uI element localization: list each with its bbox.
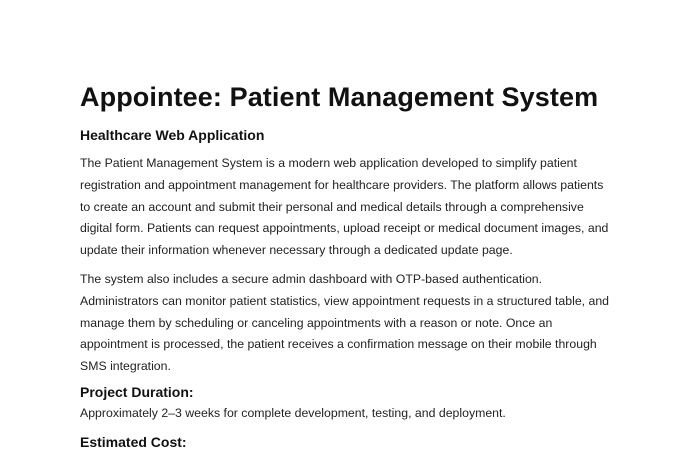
document-body (80, 80, 610, 453)
paragraph-admin: The system also includes a secure admin dashboard with OTP-based authentication. Administrators can monitor patient statistics, view appointment requests in a structured table, and manage them by scheduling or canceling appointments with a reason or note. Once an appointment is processed, the patient receives a confirmation message on their mobile through SMS integration. (80, 271, 610, 374)
duration-text: Approximately 2–3 weeks for complete development, testing, and deployment. (80, 405, 506, 420)
paragraph-overview: The Patient Management System is a modern web application developed to simplify patient registration and appointment management for healthcare providers. The platform allows patients to create an account and submit their personal and medical details through a comprehensive digital form. Patients can request appointments, upload receipt or medical document images, and update their information whenever necessary through a dedicated update page. (80, 156, 609, 258)
document-subtitle: Healthcare Web Application (80, 127, 265, 143)
duration-heading: Project Duration: (80, 383, 194, 400)
cost-heading: Estimated Cost: (80, 433, 187, 450)
document-title: Appointee: Patient Management System (80, 82, 599, 112)
